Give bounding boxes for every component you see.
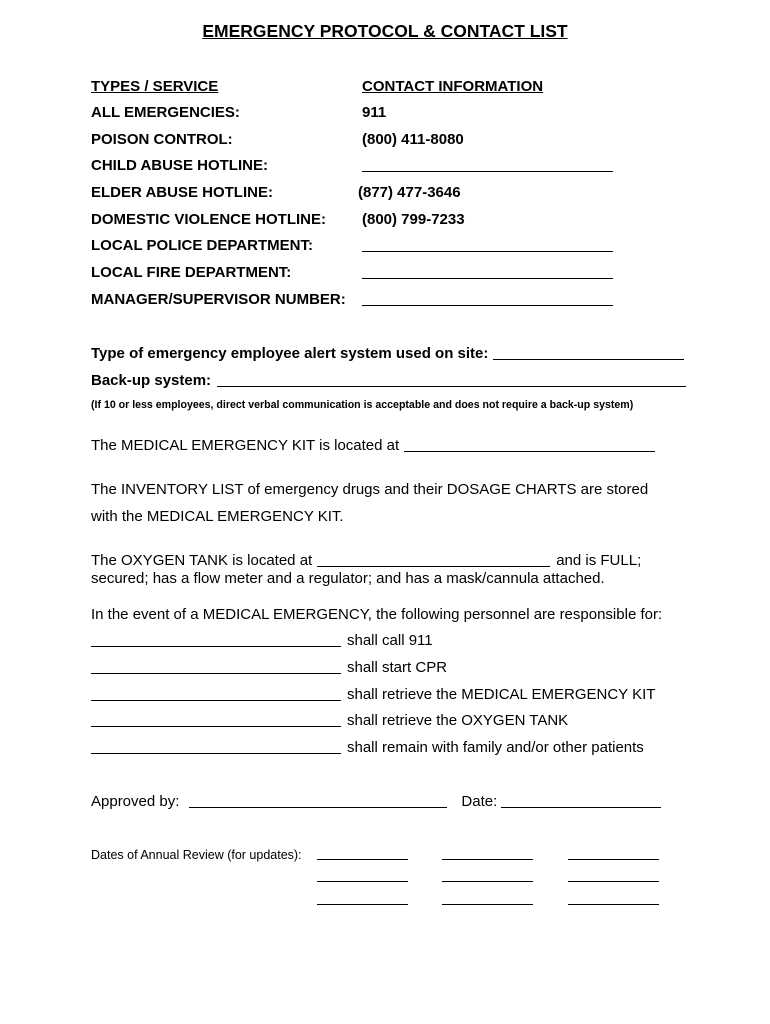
- annual-review-date-field[interactable]: [442, 871, 533, 882]
- responsibility-duty: shall retrieve the OXYGEN TANK: [347, 712, 569, 729]
- document-title: EMERGENCY PROTOCOL & CONTACT LIST: [202, 21, 568, 41]
- contact-row: [91, 184, 461, 202]
- annual-review-label: Dates of Annual Review (for updates):: [91, 848, 302, 862]
- alert-system-field[interactable]: [493, 349, 684, 360]
- responsible-person-field[interactable]: [91, 636, 341, 647]
- responsibility-row: [91, 659, 447, 677]
- child-abuse-hotline-field[interactable]: [362, 161, 613, 172]
- contact-row-value: [362, 237, 613, 255]
- contact-row-value: (800) 799-7233: [362, 211, 465, 228]
- date-label: Date:: [461, 793, 498, 810]
- contact-row-label: CHILD ABUSE HOTLINE:: [91, 157, 268, 174]
- contact-row-label: MANAGER/SUPERVISOR NUMBER:: [91, 291, 346, 308]
- contact-row-value: [362, 291, 613, 309]
- alert-system-note: (If 10 or less employees, direct verbal communication is acceptable and does not require a back-up system): [91, 399, 634, 411]
- responsibility-duty: shall call 911: [347, 632, 433, 649]
- responsibility-row: [91, 686, 655, 704]
- backup-system-row: [91, 372, 686, 390]
- contact-row: [91, 157, 268, 175]
- responsible-person-field[interactable]: [91, 743, 341, 754]
- annual-review-date-field[interactable]: [317, 871, 408, 882]
- responsibilities-intro: In the event of a MEDICAL EMERGENCY, the following personnel are responsible for:: [91, 606, 663, 623]
- oxygen-location-field[interactable]: [317, 556, 550, 567]
- contact-row-value: (800) 411-8080: [362, 131, 464, 148]
- contact-row: [91, 291, 346, 309]
- annual-review-date-field[interactable]: [568, 871, 659, 882]
- annual-review-date-field[interactable]: [317, 849, 408, 860]
- responsible-person-field[interactable]: [91, 716, 341, 727]
- medical-kit-location-field[interactable]: [404, 441, 655, 452]
- inventory-text-line: with the MEDICAL EMERGENCY KIT.: [91, 508, 344, 525]
- annual-review-date-field[interactable]: [442, 849, 533, 860]
- oxygen-row: [91, 552, 641, 570]
- contact-row-label: ALL EMERGENCIES:: [91, 104, 240, 121]
- contact-row-value: [362, 157, 613, 175]
- contact-row-value: (877) 477-3646: [358, 184, 461, 201]
- annual-review-date-field[interactable]: [568, 849, 659, 860]
- backup-system-label: Back-up system:: [91, 372, 212, 389]
- backup-system-field[interactable]: [217, 376, 686, 387]
- responsible-person-field[interactable]: [91, 663, 341, 674]
- approved-by-label: Approved by:: [91, 793, 180, 810]
- contact-row: [91, 237, 313, 255]
- alert-system-label: Type of emergency employee alert system used on site:: [91, 345, 489, 362]
- responsibility-row: [91, 712, 568, 730]
- annual-review-date-field[interactable]: [568, 894, 659, 905]
- oxygen-text-line: secured; has a flow meter and a regulator; and has a mask/cannula attached.: [91, 570, 605, 587]
- oxygen-label: The OXYGEN TANK is located at: [91, 552, 313, 569]
- local-police-department-field[interactable]: [362, 241, 613, 252]
- contact-row: [91, 211, 465, 229]
- inventory-text-line: The INVENTORY LIST of emergency drugs and their DOSAGE CHARTS are stored: [91, 481, 649, 498]
- medical-kit-row: [91, 437, 655, 455]
- alert-system-row: [91, 345, 684, 363]
- responsibility-duty: shall retrieve the MEDICAL EMERGENCY KIT: [347, 686, 656, 703]
- contact-row-label: LOCAL FIRE DEPARTMENT:: [91, 264, 292, 281]
- contact-row-label: POISON CONTROL:: [91, 131, 233, 148]
- date-field[interactable]: [501, 797, 661, 808]
- manager-supervisor-number-field[interactable]: [362, 295, 613, 306]
- contact-row: [91, 104, 387, 122]
- annual-review-date-field[interactable]: [317, 894, 408, 905]
- contact-row: [91, 264, 291, 282]
- responsibility-row: [91, 739, 644, 757]
- approved-by-field[interactable]: [189, 797, 447, 808]
- contact-row-label: DOMESTIC VIOLENCE HOTLINE:: [91, 211, 327, 228]
- contact-row-value: 911: [362, 104, 387, 121]
- types-service-header: TYPES / SERVICE: [91, 78, 219, 95]
- annual-review-date-field[interactable]: [442, 894, 533, 905]
- responsibility-duty: shall remain with family and/or other patients: [347, 739, 644, 756]
- local-fire-department-field[interactable]: [362, 268, 613, 279]
- oxygen-suffix: and is FULL;: [556, 552, 642, 569]
- contact-row-label: LOCAL POLICE DEPARTMENT:: [91, 237, 313, 254]
- responsibility-duty: shall start CPR: [347, 659, 448, 676]
- contact-row-value: [362, 264, 613, 282]
- contact-row: [91, 131, 464, 149]
- contact-information-header: CONTACT INFORMATION: [362, 78, 544, 95]
- approval-row: [91, 793, 661, 811]
- medical-kit-label: The MEDICAL EMERGENCY KIT is located at: [91, 437, 400, 454]
- contact-table-header: [91, 78, 544, 96]
- responsibility-row: [91, 632, 433, 650]
- responsible-person-field[interactable]: [91, 690, 341, 701]
- contact-row-label: ELDER ABUSE HOTLINE:: [91, 184, 273, 201]
